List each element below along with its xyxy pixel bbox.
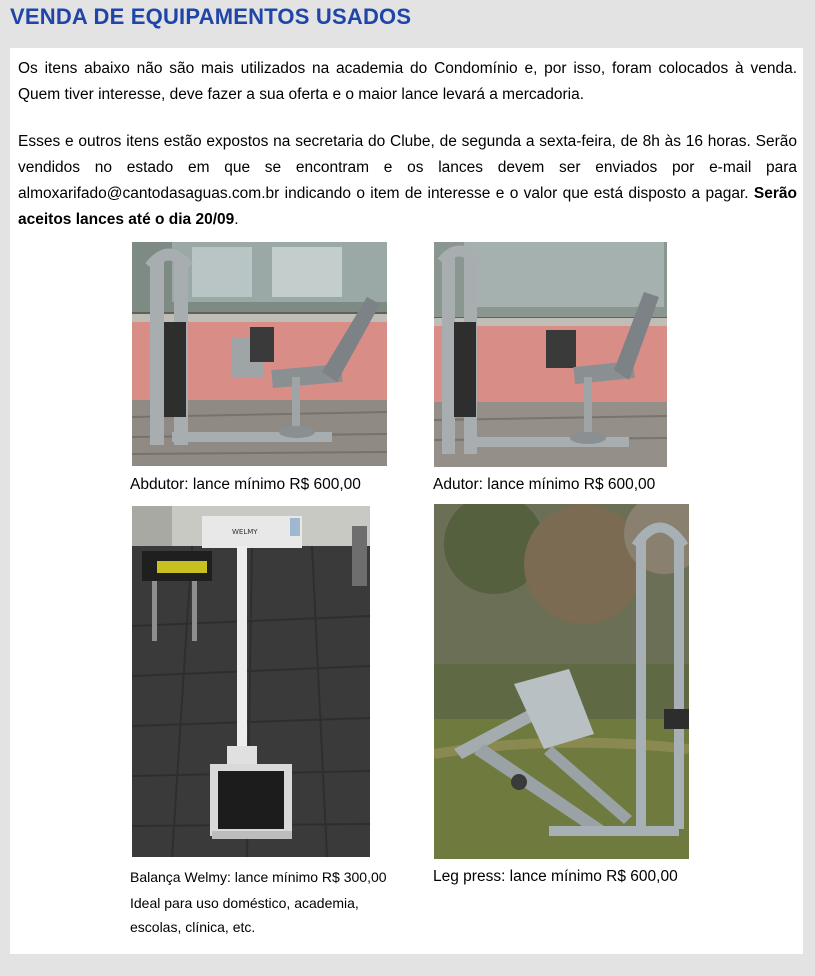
deadline-end: . bbox=[234, 211, 239, 228]
balanca-photo bbox=[132, 506, 370, 857]
details-paragraph bbox=[18, 129, 797, 233]
abdutor-photo bbox=[132, 242, 387, 466]
welmy-brand-text: WELMY bbox=[232, 528, 258, 536]
details-text: Esses e outros itens estão expostos na secretaria do Clube, de segunda a sexta-feira, de 8h às 16 horas. Serão vendidos no estado em que se encontram e os lances devem ser enviados por e-mail para almoxarifado@cantodasaguas.com.br indicando o item de interesse e o valor que está disposto a pagar. bbox=[18, 133, 797, 202]
content-panel bbox=[10, 48, 803, 954]
leg-press-photo bbox=[434, 504, 689, 859]
balanca-note-line2: escolas, clínica, etc. bbox=[130, 919, 256, 935]
deadline-text: Serão aceitos lances até o dia 20/09 bbox=[18, 185, 797, 228]
intro-paragraph: Os itens abaixo não são mais utilizados na academia do Condomínio e, por isso, foram colocados à venda. Quem tiver interesse, deve fazer a sua oferta e o maior lance levará a mercadoria. bbox=[18, 60, 797, 103]
page-title: VENDA DE EQUIPAMENTOS USADOS bbox=[10, 4, 412, 29]
abdutor-caption: Abdutor: lance mínimo R$ 600,00 bbox=[130, 476, 361, 493]
adutor-photo bbox=[434, 242, 667, 467]
balanca-note bbox=[130, 891, 390, 939]
balanca-note-line1: Ideal para uso doméstico, academia, bbox=[130, 895, 359, 911]
adutor-caption: Adutor: lance mínimo R$ 600,00 bbox=[433, 476, 656, 493]
leg-press-caption: Leg press: lance mínimo R$ 600,00 bbox=[433, 868, 678, 885]
balanca-caption: Balança Welmy: lance mínimo R$ 300,00 bbox=[130, 869, 387, 885]
